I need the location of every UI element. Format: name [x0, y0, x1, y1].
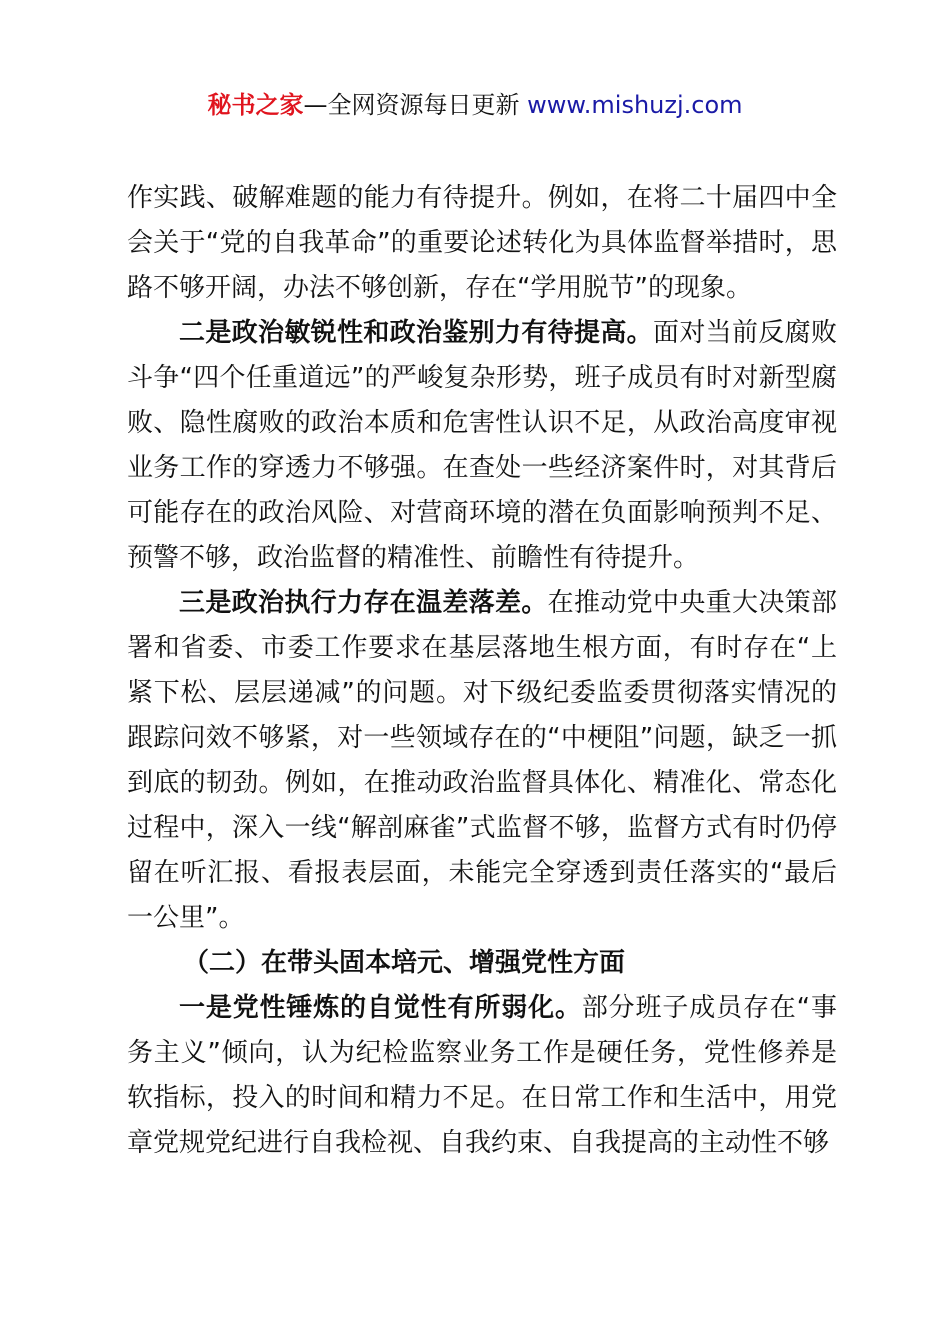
paragraph-party-spirit — [127, 986, 837, 1166]
paragraph-body: 部分班子成员存在“事务主义”倾向，认为纪检监察业务工作是硬任务，党性修养是软指标，投入的时间和精力不足。在日常工作和生活中，用党章党规党纪进行自我检视、自我约束、自我提高的主动性不够 — [127, 993, 837, 1158]
paragraph-body: 在推动党中央重大决策部署和省委、市委工作要求在基层落地生根方面，有时存在“上紧下松、层层递减”的问题。对下级纪委监委贯彻落实情况的跟踪问效不够紧，对一些领域存在的“中梗阻”问题，缺乏一抓到底的韧劲。例如，在推动政治监督具体化、精准化、常态化过程中，深入一线“解剖麻雀”式监督不够，监督方式有时仍停留在听汇报、看报表层面，未能完全穿透到责任落实的“最后一公里”。 — [127, 588, 837, 933]
paragraph-execution — [127, 581, 837, 941]
site-tagline: —全网资源每日更新 — [303, 91, 520, 119]
continuation-paragraph: 作实践、破解难题的能力有待提升。例如，在将二十届四中全会关于“党的自我革命”的重要论述转化为具体监督举措时，思路不够开阔，办法不够创新，存在“学用脱节”的现象。 — [127, 183, 837, 303]
page-header — [0, 88, 950, 122]
paragraph-body: 面对当前反腐败斗争“四个任重道远”的严峻复杂形势，班子成员有时对新型腐败、隐性腐败的政治本质和危害性认识不足，从政治高度审视业务工作的穿透力不够强。在查处一些经济案件时，对其背后可能存在的政治风险、对营商环境的潜在负面影响预判不足、预警不够，政治监督的精准性、前瞻性有待提升。 — [127, 318, 837, 573]
section-heading: （二）在带头固本培元、增强党性方面 — [183, 948, 626, 978]
paragraph-lead: 二是政治敏锐性和政治鉴别力有待提高。 — [179, 318, 653, 348]
site-brand: 秘书之家 — [207, 91, 304, 119]
document-body — [127, 176, 837, 1166]
paragraph-political-sensitivity — [127, 311, 837, 581]
site-url[interactable]: www.mishuzj.com — [527, 91, 743, 119]
paragraph-lead: 三是政治执行力存在温差落差。 — [179, 588, 548, 618]
paragraph-lead: 一是党性锤炼的自觉性有所弱化。 — [179, 993, 582, 1023]
